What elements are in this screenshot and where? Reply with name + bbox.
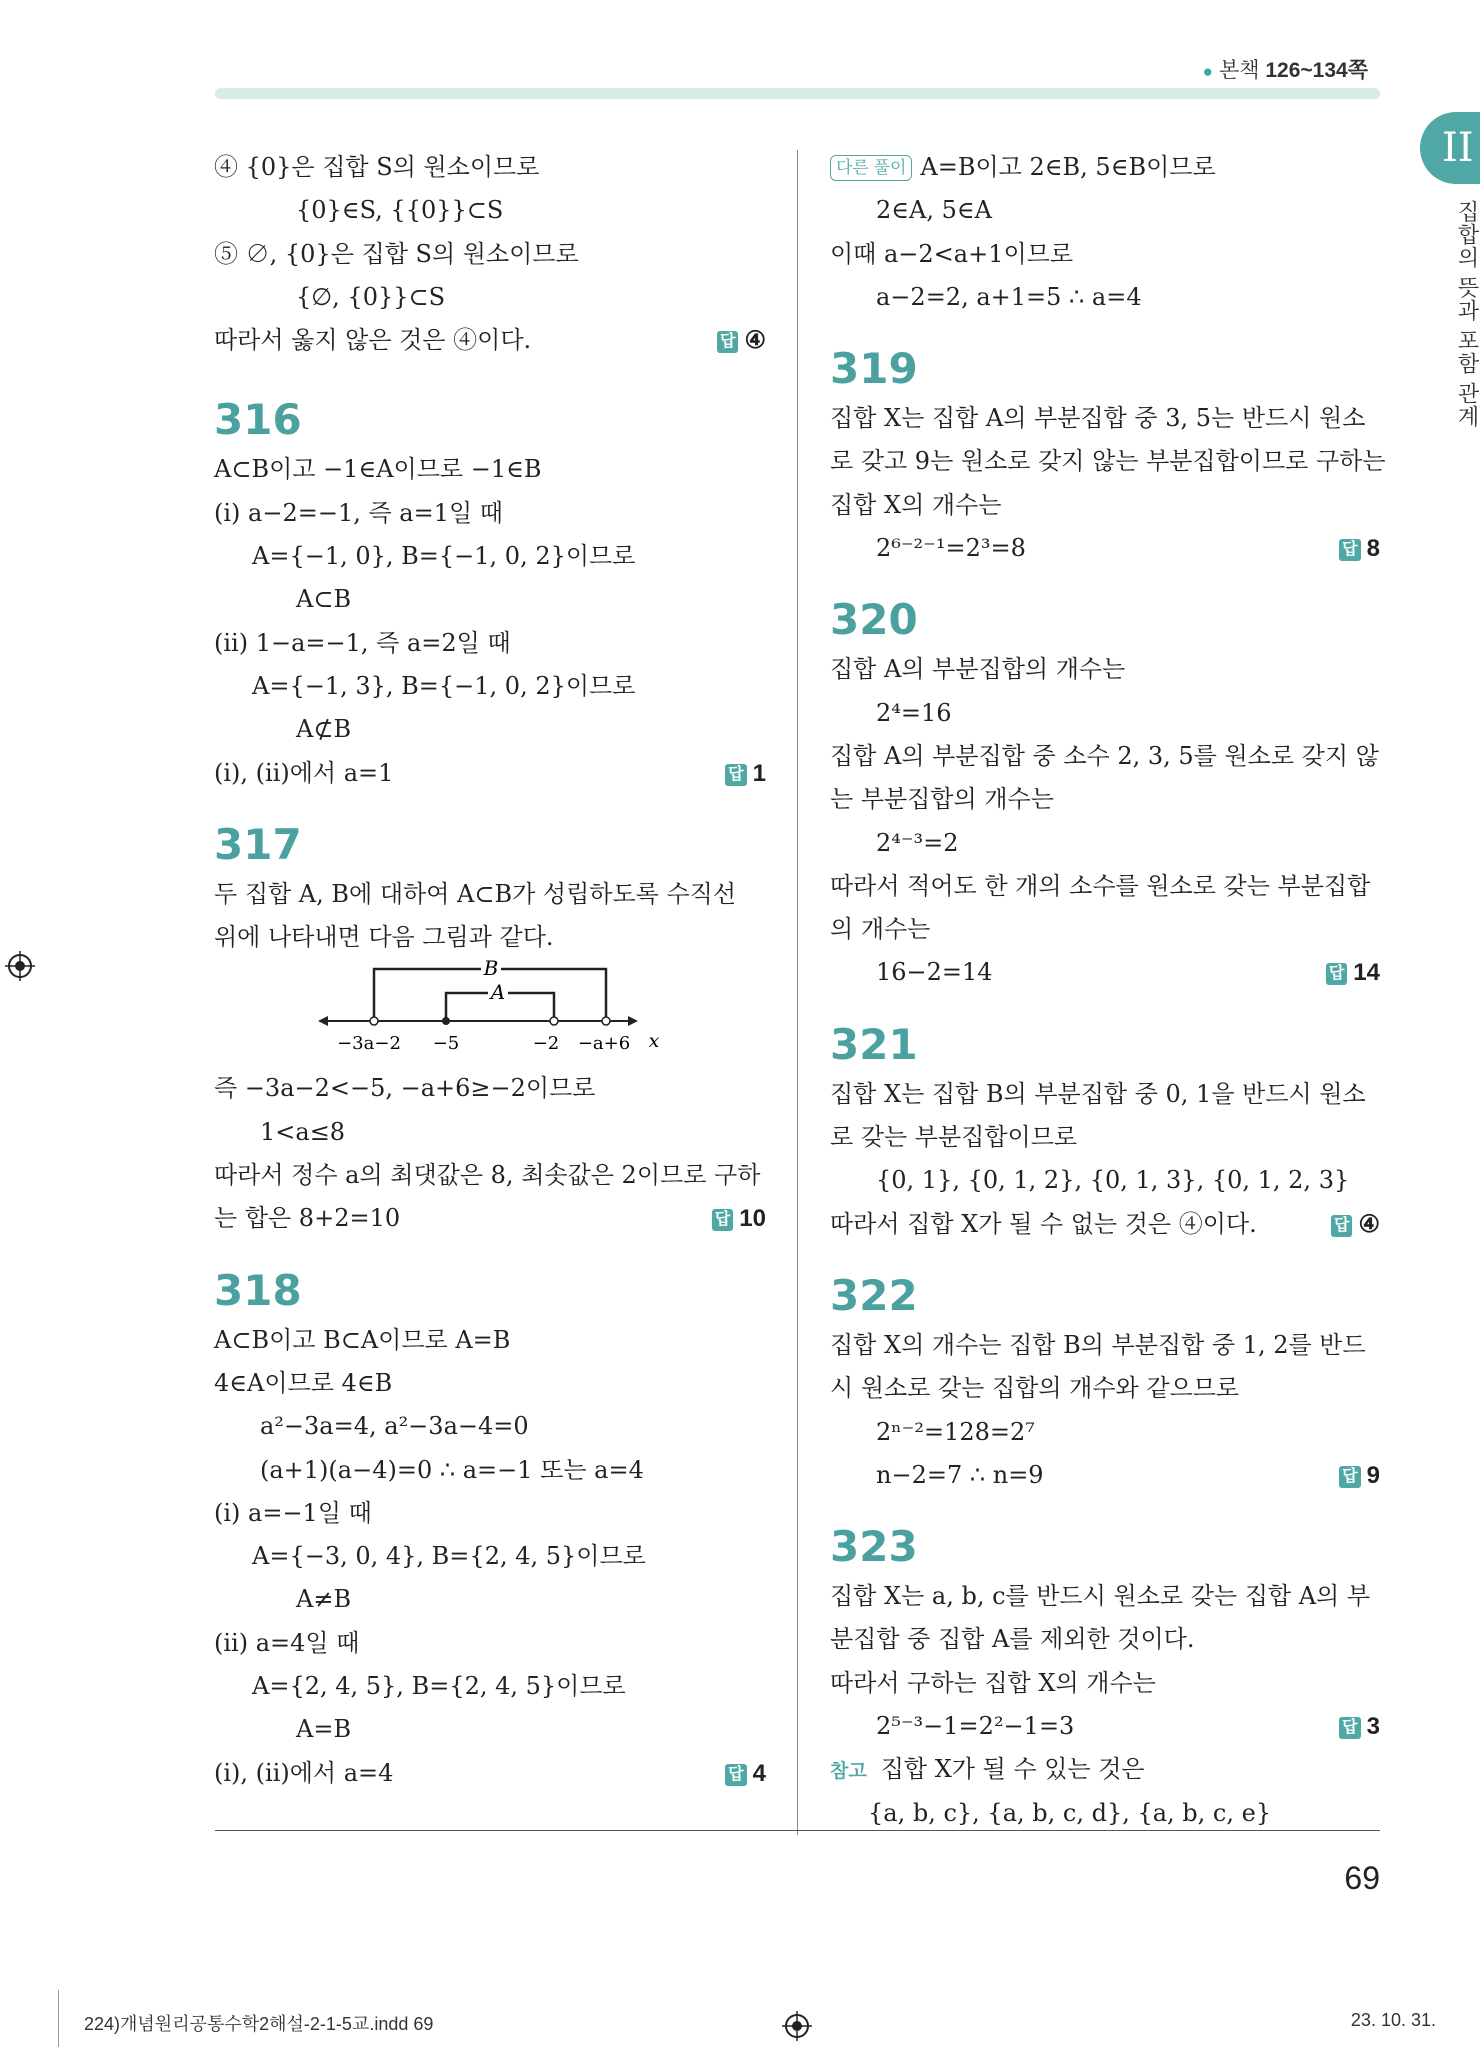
answer-mark: 답 14 xyxy=(1326,951,1380,994)
page-number: 69 xyxy=(1344,1860,1380,1896)
answer-mark: 답 10 xyxy=(712,1197,766,1240)
alt-solution-tag: 다른 풀이 xyxy=(830,155,912,181)
tick-label: −a+6 xyxy=(577,1033,631,1055)
footer-date: 23. 10. 31. xyxy=(1350,2010,1436,2030)
text-line: A={−1, 0}, B={−1, 0, 2}이므로 xyxy=(252,542,636,571)
ref-label: 본책 xyxy=(1218,59,1260,82)
text-line: 분집합 중 집합 A를 제외한 것이다. xyxy=(830,1625,1195,1654)
text-line: 는 합은 8+2=10 답 10 xyxy=(214,1197,766,1240)
bottom-rule xyxy=(215,1830,1380,1831)
problem-number: 317 xyxy=(214,819,302,869)
text-line: {0, 1}, {0, 1, 2}, {0, 1, 3}, {0, 1, 2, 3} xyxy=(876,1166,1350,1195)
text-line: 위에 나타내면 다음 그림과 같다. xyxy=(214,923,554,952)
text-line: 집합 A의 부분집합의 개수는 xyxy=(830,655,1126,684)
text-line: 2ⁿ⁻²=128=2⁷ xyxy=(876,1417,1035,1446)
text-line: 2⁵⁻³−1=2²−1=3 답 3 xyxy=(830,1705,1380,1748)
text-line: ⑤ ∅, {0}은 집합 S의 원소이므로 xyxy=(214,239,579,268)
page-reference xyxy=(1203,54,1368,84)
text-line: 이때 a−2<a+1이므로 xyxy=(830,239,1074,268)
text-line: 따라서 정수 a의 최댓값은 8, 최솟값은 2이므로 구하 xyxy=(214,1161,761,1190)
problem-number: 321 xyxy=(830,1019,918,1069)
number-line-svg xyxy=(214,959,766,1067)
bullet-dot-icon: ● xyxy=(1202,62,1213,81)
answer-mark: 답 3 xyxy=(1339,1705,1380,1748)
chapter-tab xyxy=(1420,112,1480,184)
axis-arrow-right xyxy=(628,1016,638,1026)
text-line: A=B xyxy=(296,1715,352,1744)
text-line: A⊂B이고 B⊂A이므로 A=B xyxy=(214,1325,511,1354)
answer-label: 답 xyxy=(717,331,738,353)
answer-mark: 답 8 xyxy=(1339,527,1380,570)
text-line: (ⅰ) a−2=−1, 즉 a=1일 때 xyxy=(214,498,503,527)
text-line: A⊂B xyxy=(296,585,352,614)
text-line: n−2=7 ∴ n=9 답 9 xyxy=(830,1454,1380,1497)
text-line: (a+1)(a−4)=0 ∴ a=−1 또는 a=4 xyxy=(260,1455,644,1484)
text-line: (ⅰ), (ⅱ)에서 a=1 답 1 xyxy=(214,752,766,795)
text-line: A⊂B이고 −1∈A이므로 −1∈B xyxy=(214,455,542,484)
text-line: A={2, 4, 5}, B={2, 4, 5}이므로 xyxy=(252,1672,626,1701)
text-line: a²−3a=4, a²−3a−4=0 xyxy=(260,1412,529,1441)
problem-number: 323 xyxy=(830,1522,918,1572)
text-line: 는 부분집합의 개수는 xyxy=(830,785,1054,814)
tick-label: −3a−2 xyxy=(337,1033,401,1055)
text-line: 로 갖고 9는 원소로 갖지 않는 부분집합이므로 구하는 xyxy=(830,447,1386,476)
chapter-title: 집합의 뜻과 포함 관계 xyxy=(1455,200,1480,429)
crop-mark xyxy=(58,1990,59,2047)
text-line: A={−3, 0, 4}, B={2, 4, 5}이므로 xyxy=(252,1542,646,1571)
label-A: A xyxy=(490,980,506,1005)
header-bar xyxy=(215,88,1380,99)
registration-mark-icon xyxy=(782,2011,812,2041)
text-line: ④ {0}은 집합 S의 원소이므로 xyxy=(214,153,540,181)
tick-label: −2 xyxy=(532,1033,560,1055)
text-line: 따라서 구하는 집합 X의 개수는 xyxy=(830,1668,1156,1697)
point-open xyxy=(602,1017,610,1025)
point-open xyxy=(550,1017,558,1025)
axis-label: x xyxy=(648,1030,660,1053)
text-line: {∅, {0}}⊂S xyxy=(296,282,446,311)
text-line: 집합 X는 집합 B의 부분집합 중 0, 1을 반드시 원소 xyxy=(830,1079,1366,1108)
axis-arrow-left xyxy=(318,1016,328,1026)
text-line: A={−1, 3}, B={−1, 0, 2}이므로 xyxy=(252,671,636,700)
text-line: 1<a≤8 xyxy=(260,1117,346,1146)
text-line: 집합 X의 개수는 xyxy=(830,490,1002,519)
ref-pages: 126~134쪽 xyxy=(1265,59,1368,82)
point-open xyxy=(370,1017,378,1025)
text-line: (ⅱ) 1−a=−1, 즉 a=2일 때 xyxy=(214,628,511,657)
text-line: {0}∈S, {{0}}⊂S xyxy=(296,196,504,225)
text-line: a−2=2, a+1=5 ∴ a=4 xyxy=(876,282,1142,311)
answer-mark: 답 1 xyxy=(725,752,766,795)
note-tag: 참고 xyxy=(830,1761,867,1783)
text-line: 집합 X의 개수는 집합 B의 부분집합 중 1, 2를 반드 xyxy=(830,1330,1366,1359)
point-closed xyxy=(442,1017,450,1025)
text-line: 따라서 적어도 한 개의 소수를 원소로 갖는 부분집합 xyxy=(830,871,1371,900)
text-line: 2⁴=16 xyxy=(876,698,952,727)
text-line: 집합 X는 a, b, c를 반드시 원소로 갖는 집합 A의 부 xyxy=(830,1582,1371,1611)
text-line: 2⁴⁻³=2 xyxy=(876,828,959,857)
problem-number: 316 xyxy=(214,395,302,445)
footer-file: 224)개념원리공통수학2해설-2-1-5교.indd 69 xyxy=(84,2014,434,2034)
number-line-figure xyxy=(214,959,766,1067)
text-line: 따라서 옳지 않은 것은 ④이다. 답 ④ xyxy=(214,319,766,362)
right-column xyxy=(830,146,1386,1835)
left-column xyxy=(214,146,766,1795)
text-line: 참고 집합 X가 될 수 있는 것은 xyxy=(830,1755,1145,1784)
answer-mark: 답 9 xyxy=(1339,1454,1380,1497)
text-line: 집합 A의 부분집합 중 소수 2, 3, 5를 원소로 갖지 않 xyxy=(830,741,1379,770)
problem-number: 318 xyxy=(214,1265,302,1315)
answer-mark: 답 ④ xyxy=(717,319,766,362)
text-line: 의 개수는 xyxy=(830,915,931,944)
text-line: 즉 −3a−2<−5, −a+6≥−2이므로 xyxy=(214,1074,596,1103)
text-line: 2⁶⁻²⁻¹=2³=8 답 8 xyxy=(830,527,1380,570)
text-line: 16−2=14 답 14 xyxy=(830,951,1380,994)
text-line: (ⅱ) a=4일 때 xyxy=(214,1628,360,1657)
answer-mark: 답 4 xyxy=(725,1752,766,1795)
text-line: 시 원소로 갖는 집합의 개수와 같으므로 xyxy=(830,1374,1240,1403)
column-divider xyxy=(797,150,798,1835)
text-line: 2∈A, 5∈A xyxy=(876,196,992,225)
text-line: 다른 풀이 A=B이고 2∈B, 5∈B이므로 xyxy=(830,146,1380,189)
text-line: 두 집합 A, B에 대하여 A⊂B가 성립하도록 수직선 xyxy=(214,879,737,908)
text-line: (ⅰ), (ⅱ)에서 a=4 답 4 xyxy=(214,1752,766,1795)
registration-mark-icon xyxy=(5,951,35,981)
text-line: A⊄B xyxy=(296,715,352,744)
answer-mark: 답 ④ xyxy=(1331,1203,1380,1246)
problem-number: 319 xyxy=(830,344,918,394)
problem-number: 322 xyxy=(830,1270,918,1320)
text-line: 로 갖는 부분집합이므로 xyxy=(830,1123,1078,1152)
label-B: B xyxy=(483,959,499,981)
chapter-roman: II xyxy=(1442,125,1474,171)
text-line: (ⅰ) a=−1일 때 xyxy=(214,1498,372,1527)
text-line: A≠B xyxy=(296,1585,352,1614)
text-line: 집합 X는 집합 A의 부분집합 중 3, 5는 반드시 원소 xyxy=(830,404,1366,433)
text-line: {a, b, c}, {a, b, c, d}, {a, b, c, e} xyxy=(868,1798,1272,1827)
text-line: 따라서 집합 X가 될 수 없는 것은 ④이다. 답 ④ xyxy=(830,1203,1380,1246)
tick-label: −5 xyxy=(432,1033,460,1055)
text-line: 4∈A이므로 4∈B xyxy=(214,1368,393,1397)
problem-number: 320 xyxy=(830,595,918,645)
